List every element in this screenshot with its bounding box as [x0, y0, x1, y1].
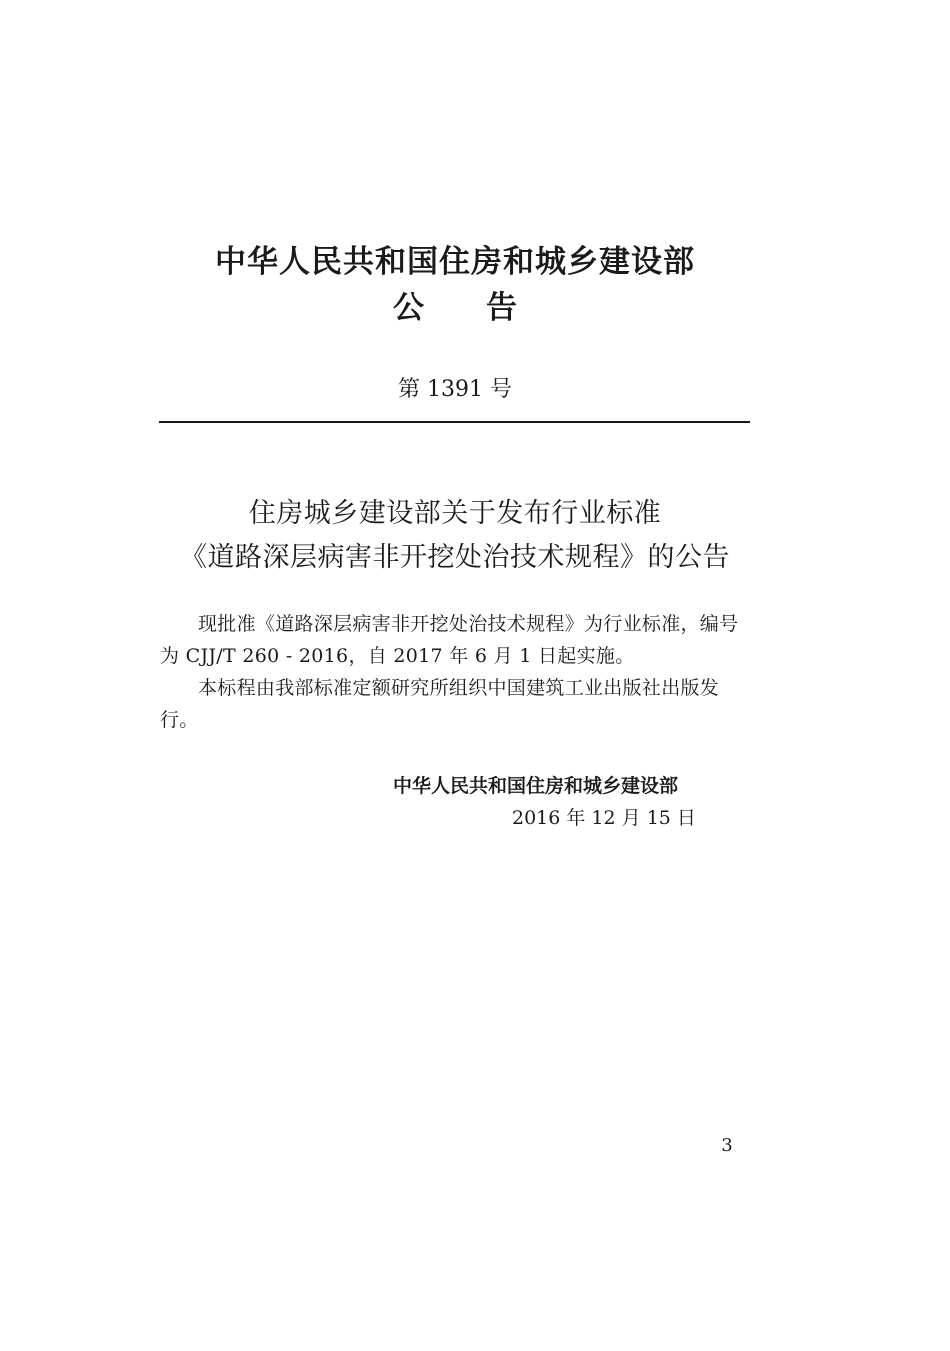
subject-line-2: 《道路深层病害非开挖处治技术规程》的公告	[180, 542, 730, 573]
document-type-char-2: 告	[486, 290, 517, 326]
subject-line-1: 住房城乡建设部关于发布行业标准	[248, 498, 662, 529]
header-divider	[159, 421, 750, 423]
document-type-char-1: 公	[393, 290, 424, 326]
body-paragraph-2: 本标程由我部标准定额研究所组织中国建筑工业出版社出版发行。	[160, 677, 720, 731]
issuer-title: 中华人民共和国住房和城乡建设部	[215, 244, 695, 280]
body-paragraph-1: 现批准《道路深层病害非开挖处治技术规程》为行业标准，编号为 CJJ/T 260 - 2016，自 2017 年 6 月 1 日起实施。	[160, 613, 739, 667]
signature-issuer: 中华人民共和国住房和城乡建设部	[393, 775, 679, 797]
announcement-body	[160, 608, 752, 736]
document-number: 第 1391 号	[398, 377, 512, 402]
announcement-subject	[0, 492, 910, 580]
page-number: 3	[721, 1135, 733, 1156]
document-type-title	[0, 286, 910, 330]
signature-date: 2016 年 12 月 15 日	[512, 807, 696, 829]
